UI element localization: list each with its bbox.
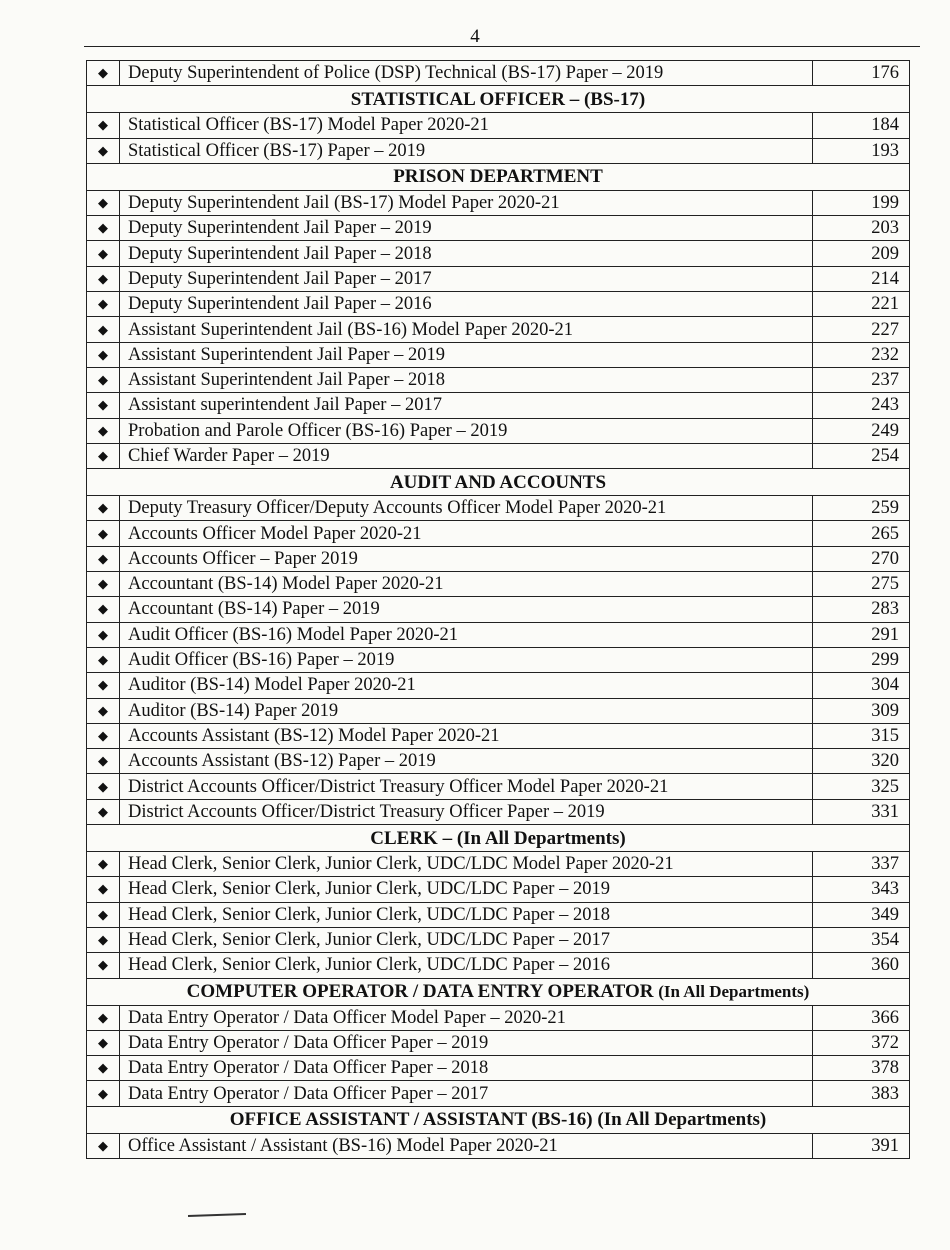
entry-title: Assistant Superintendent Jail Paper – 2019 <box>120 342 813 367</box>
entry-page-number: 184 <box>813 113 910 138</box>
diamond-bullet-icon: ◆ <box>87 342 120 367</box>
diamond-bullet-icon: ◆ <box>87 1081 120 1106</box>
diamond-bullet-icon: ◆ <box>87 622 120 647</box>
entry-title: Chief Warder Paper – 2019 <box>120 443 813 468</box>
diamond-bullet-icon: ◆ <box>87 546 120 571</box>
entry-title: Head Clerk, Senior Clerk, Junior Clerk, UDC/LDC Paper – 2017 <box>120 927 813 952</box>
toc-entry-row <box>87 342 910 367</box>
entry-page-number: 304 <box>813 673 910 698</box>
section-heading-cell <box>87 978 910 1005</box>
entry-title: District Accounts Officer/District Treasury Officer Paper – 2019 <box>120 799 813 824</box>
diamond-bullet-icon: ◆ <box>87 190 120 215</box>
toc-entry-row <box>87 902 910 927</box>
diamond-bullet-icon: ◆ <box>87 393 120 418</box>
entry-page-number: 214 <box>813 266 910 291</box>
toc-entry-row <box>87 292 910 317</box>
entry-title: Data Entry Operator / Data Officer Paper – 2017 <box>120 1081 813 1106</box>
toc-entry-row <box>87 622 910 647</box>
entry-title: Deputy Superintendent Jail Paper – 2019 <box>120 216 813 241</box>
diamond-bullet-icon: ◆ <box>87 521 120 546</box>
entry-page-number: 325 <box>813 774 910 799</box>
diamond-bullet-icon: ◆ <box>87 597 120 622</box>
entry-title: Deputy Treasury Officer/Deputy Accounts Officer Model Paper 2020-21 <box>120 496 813 521</box>
section-heading: OFFICE ASSISTANT / ASSISTANT (BS-16) (In All Departments) <box>229 1109 767 1131</box>
diamond-bullet-icon: ◆ <box>87 418 120 443</box>
entry-title: Accounts Officer Model Paper 2020-21 <box>120 521 813 546</box>
entry-title: Deputy Superintendent Jail Paper – 2018 <box>120 241 813 266</box>
entry-title: Office Assistant / Assistant (BS-16) Model Paper 2020-21 <box>120 1133 813 1158</box>
toc-entry-row <box>87 317 910 342</box>
entry-title: Head Clerk, Senior Clerk, Junior Clerk, UDC/LDC Paper – 2016 <box>120 953 813 978</box>
diamond-bullet-icon: ◆ <box>87 877 120 902</box>
section-heading-cell <box>87 163 910 190</box>
diamond-bullet-icon: ◆ <box>87 953 120 978</box>
entry-page-number: 237 <box>813 367 910 392</box>
entry-title: Deputy Superintendent of Police (DSP) Technical (BS-17) Paper – 2019 <box>120 61 813 86</box>
diamond-bullet-icon: ◆ <box>87 292 120 317</box>
diamond-bullet-icon: ◆ <box>87 749 120 774</box>
section-heading-cell <box>87 1106 910 1133</box>
toc-entry-row <box>87 647 910 672</box>
section-heading: CLERK – (In All Departments) <box>370 827 626 849</box>
diamond-bullet-icon: ◆ <box>87 698 120 723</box>
section-header <box>87 1106 910 1133</box>
entry-page-number: 209 <box>813 241 910 266</box>
toc-entry-row <box>87 521 910 546</box>
toc-entry-row <box>87 367 910 392</box>
toc-entry-row <box>87 216 910 241</box>
entry-title: Audit Officer (BS-16) Model Paper 2020-21 <box>120 622 813 647</box>
diamond-bullet-icon: ◆ <box>87 443 120 468</box>
toc-entry-row <box>87 774 910 799</box>
toc-entry-row <box>87 572 910 597</box>
toc-entry-row <box>87 723 910 748</box>
entry-page-number: 337 <box>813 852 910 877</box>
section-subheading: (In All Departments) <box>658 982 810 1001</box>
diamond-bullet-icon: ◆ <box>87 927 120 952</box>
toc-entry-row <box>87 496 910 521</box>
entry-title: Statistical Officer (BS-17) Model Paper 2020-21 <box>120 113 813 138</box>
toc-entry-row <box>87 927 910 952</box>
entry-page-number: 349 <box>813 902 910 927</box>
entry-page-number: 254 <box>813 443 910 468</box>
entry-title: Accounts Officer – Paper 2019 <box>120 546 813 571</box>
entry-page-number: 315 <box>813 723 910 748</box>
diamond-bullet-icon: ◆ <box>87 799 120 824</box>
entry-page-number: 259 <box>813 496 910 521</box>
toc-entry-row <box>87 190 910 215</box>
entry-page-number: 221 <box>813 292 910 317</box>
toc-entry-row <box>87 393 910 418</box>
toc-entry-row <box>87 138 910 163</box>
toc-entry-row <box>87 1005 910 1030</box>
diamond-bullet-icon: ◆ <box>87 673 120 698</box>
entry-page-number: 366 <box>813 1005 910 1030</box>
section-heading: STATISTICAL OFFICER – (BS-17) <box>350 88 646 110</box>
toc-entry-row <box>87 113 910 138</box>
entry-page-number: 391 <box>813 1133 910 1158</box>
diamond-bullet-icon: ◆ <box>87 774 120 799</box>
diamond-bullet-icon: ◆ <box>87 852 120 877</box>
toc-entry-row <box>87 698 910 723</box>
toc-entry-row <box>87 1133 910 1158</box>
diamond-bullet-icon: ◆ <box>87 647 120 672</box>
entry-page-number: 193 <box>813 138 910 163</box>
entry-title: Head Clerk, Senior Clerk, Junior Clerk, UDC/LDC Paper – 2018 <box>120 902 813 927</box>
entry-title: Head Clerk, Senior Clerk, Junior Clerk, UDC/LDC Model Paper 2020-21 <box>120 852 813 877</box>
diamond-bullet-icon: ◆ <box>87 572 120 597</box>
entry-page-number: 299 <box>813 647 910 672</box>
entry-title: Accountant (BS-14) Model Paper 2020-21 <box>120 572 813 597</box>
entry-title: Accountant (BS-14) Paper – 2019 <box>120 597 813 622</box>
toc-body <box>87 61 910 1159</box>
entry-title: Auditor (BS-14) Model Paper 2020-21 <box>120 673 813 698</box>
entry-title: Auditor (BS-14) Paper 2019 <box>120 698 813 723</box>
section-header <box>87 825 910 852</box>
diamond-bullet-icon: ◆ <box>87 216 120 241</box>
entry-page-number: 270 <box>813 546 910 571</box>
section-heading-cell <box>87 469 910 496</box>
entry-page-number: 383 <box>813 1081 910 1106</box>
diamond-bullet-icon: ◆ <box>87 1056 120 1081</box>
entry-title: Accounts Assistant (BS-12) Model Paper 2020-21 <box>120 723 813 748</box>
diamond-bullet-icon: ◆ <box>87 723 120 748</box>
toc-entry-row <box>87 1081 910 1106</box>
toc-entry-row <box>87 877 910 902</box>
entry-page-number: 243 <box>813 393 910 418</box>
bottom-pen-mark <box>188 1213 246 1217</box>
diamond-bullet-icon: ◆ <box>87 902 120 927</box>
toc-entry-row <box>87 1030 910 1055</box>
entry-page-number: 291 <box>813 622 910 647</box>
entry-page-number: 275 <box>813 572 910 597</box>
diamond-bullet-icon: ◆ <box>87 266 120 291</box>
entry-page-number: 372 <box>813 1030 910 1055</box>
diamond-bullet-icon: ◆ <box>87 241 120 266</box>
entry-title: Deputy Superintendent Jail Paper – 2017 <box>120 266 813 291</box>
diamond-bullet-icon: ◆ <box>87 61 120 86</box>
entry-page-number: 343 <box>813 877 910 902</box>
toc-entry-row <box>87 597 910 622</box>
diamond-bullet-icon: ◆ <box>87 113 120 138</box>
section-header <box>87 86 910 113</box>
entry-title: Audit Officer (BS-16) Paper – 2019 <box>120 647 813 672</box>
toc-entry-row <box>87 266 910 291</box>
section-heading: AUDIT AND ACCOUNTS <box>389 471 607 493</box>
entry-page-number: 309 <box>813 698 910 723</box>
section-heading: PRISON DEPARTMENT <box>393 166 603 188</box>
entry-page-number: 320 <box>813 749 910 774</box>
section-header <box>87 163 910 190</box>
diamond-bullet-icon: ◆ <box>87 367 120 392</box>
entry-page-number: 265 <box>813 521 910 546</box>
entry-page-number: 227 <box>813 317 910 342</box>
toc-entry-row <box>87 546 910 571</box>
toc-entry-row <box>87 1056 910 1081</box>
entry-page-number: 283 <box>813 597 910 622</box>
entry-page-number: 331 <box>813 799 910 824</box>
entry-title: District Accounts Officer/District Treasury Officer Model Paper 2020-21 <box>120 774 813 799</box>
entry-title: Probation and Parole Officer (BS-16) Paper – 2019 <box>120 418 813 443</box>
entry-title: Statistical Officer (BS-17) Paper – 2019 <box>120 138 813 163</box>
entry-title: Deputy Superintendent Jail Paper – 2016 <box>120 292 813 317</box>
entry-title: Head Clerk, Senior Clerk, Junior Clerk, UDC/LDC Paper – 2019 <box>120 877 813 902</box>
entry-page-number: 176 <box>813 61 910 86</box>
toc-entry-row <box>87 241 910 266</box>
toc-entry-row <box>87 749 910 774</box>
entry-title: Accounts Assistant (BS-12) Paper – 2019 <box>120 749 813 774</box>
diamond-bullet-icon: ◆ <box>87 1030 120 1055</box>
section-header <box>87 978 910 1005</box>
section-heading: COMPUTER OPERATOR / DATA ENTRY OPERATOR <box>186 981 654 1002</box>
toc-entry-row <box>87 61 910 86</box>
entry-title: Assistant Superintendent Jail (BS-16) Model Paper 2020-21 <box>120 317 813 342</box>
section-header <box>87 469 910 496</box>
table-of-contents <box>86 60 910 1159</box>
entry-page-number: 203 <box>813 216 910 241</box>
entry-page-number: 232 <box>813 342 910 367</box>
toc-entry-row <box>87 852 910 877</box>
page-number: 4 <box>470 26 480 47</box>
header-rule <box>84 46 920 47</box>
toc-entry-row <box>87 799 910 824</box>
diamond-bullet-icon: ◆ <box>87 1133 120 1158</box>
entry-title: Assistant superintendent Jail Paper – 2017 <box>120 393 813 418</box>
entry-page-number: 199 <box>813 190 910 215</box>
section-heading-cell <box>87 825 910 852</box>
entry-title: Assistant Superintendent Jail Paper – 2018 <box>120 367 813 392</box>
entry-title: Data Entry Operator / Data Officer Paper – 2019 <box>120 1030 813 1055</box>
entry-title: Data Entry Operator / Data Officer Model Paper – 2020-21 <box>120 1005 813 1030</box>
toc-entry-row <box>87 443 910 468</box>
toc-entry-row <box>87 953 910 978</box>
toc-entry-row <box>87 418 910 443</box>
entry-page-number: 378 <box>813 1056 910 1081</box>
entry-page-number: 249 <box>813 418 910 443</box>
diamond-bullet-icon: ◆ <box>87 138 120 163</box>
entry-title: Deputy Superintendent Jail (BS-17) Model Paper 2020-21 <box>120 190 813 215</box>
entry-page-number: 360 <box>813 953 910 978</box>
entry-title: Data Entry Operator / Data Officer Paper – 2018 <box>120 1056 813 1081</box>
entry-page-number: 354 <box>813 927 910 952</box>
diamond-bullet-icon: ◆ <box>87 496 120 521</box>
toc-entry-row <box>87 673 910 698</box>
section-heading-cell <box>87 86 910 113</box>
diamond-bullet-icon: ◆ <box>87 317 120 342</box>
diamond-bullet-icon: ◆ <box>87 1005 120 1030</box>
